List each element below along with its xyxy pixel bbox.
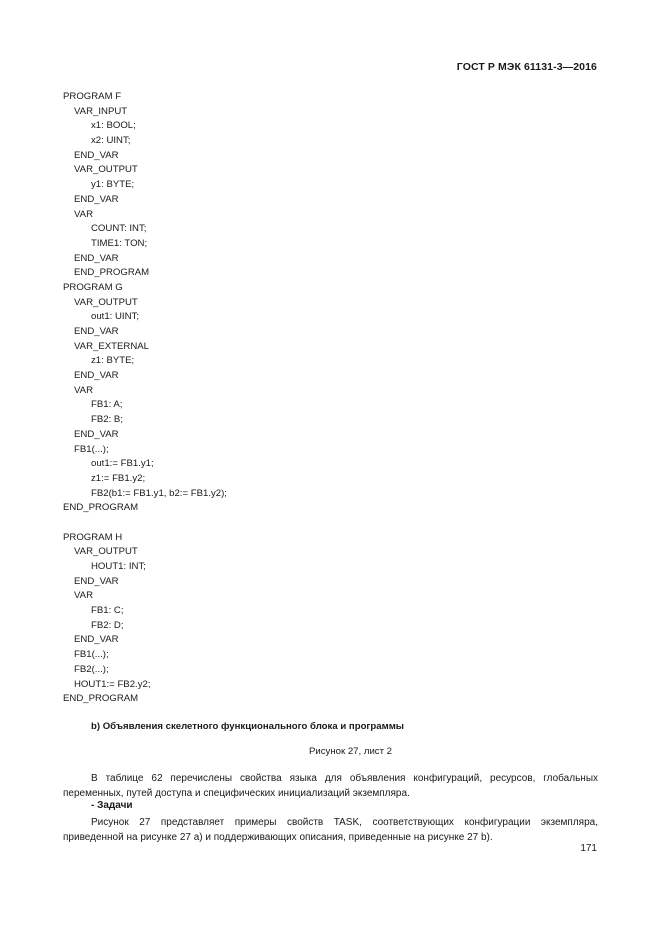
code-line: VAR_INPUT [74,105,128,117]
code-line: END_PROGRAM [63,502,139,514]
code-line: HOUT1: INT; [91,561,146,572]
code-line: HOUT1:= FB2.y2; [74,678,151,690]
code-line: z1: BYTE; [91,355,135,367]
section-bullet: - Задачи [91,800,133,811]
code-line: PROGRAM F [63,91,122,102]
code-line: VAR [74,208,94,220]
body-paragraph: В таблице 62 перечислены свойства языка для объявления конфигураций, ресурсов, глобальных переменных, путей доступа и специфических инициализаций экземпляра. [63,773,598,799]
code-line: TIME1: TON; [91,237,148,249]
code-line: FB1: C; [91,605,124,617]
page-number: 171 [580,843,597,854]
code-line: END_VAR [74,370,119,382]
code-line: PROGRAM H [63,531,123,543]
code-line: VAR_OUTPUT [74,164,138,176]
document-header: ГОСТ Р МЭК 61131-3—2016 [456,61,597,73]
code-line: END_PROGRAM [63,693,139,705]
code-line: END_VAR [74,428,119,440]
code-line: VAR_EXTERNAL [74,340,149,352]
code-line: END_VAR [74,252,119,264]
code-line: VAR_OUTPUT [74,296,138,308]
code-line: FB2(...); [74,663,109,675]
code-line: FB1(...); [74,443,109,455]
code-line: FB2: D; [91,619,124,631]
code-line: y1: BYTE; [91,179,135,191]
code-line: z1:= FB1.y2; [91,472,146,484]
code-line: END_VAR [74,149,119,161]
code-line: VAR [74,590,94,602]
code-line [63,516,227,531]
code-line: VAR [74,384,94,396]
code-line: VAR_OUTPUT [74,546,138,558]
code-line: out1: UINT; [91,311,139,323]
code-line: END_VAR [74,193,119,205]
code-line: FB1(...); [74,649,109,661]
code-line: x2: UINT; [91,135,131,147]
subfigure-caption: b) Объявления скелетного функционального блока и программы [91,721,405,732]
code-line: END_PROGRAM [74,267,150,279]
code-line: PROGRAM G [63,281,123,293]
code-listing [63,90,227,707]
code-line: COUNT: INT; [91,223,147,235]
code-line: END_VAR [74,575,119,587]
code-line: out1:= FB1.y1; [91,458,154,470]
code-line: END_VAR [74,634,119,646]
figure-caption: Рисунок 27, лист 2 [309,746,392,757]
body-paragraph: Рисунок 27 представляет примеры свойств TASK, соответствующих конфигурации экземпляра, приведенной на рисунке 27 a) и поддерживающих описания, приведенные на рисунке 27 b). [63,817,598,843]
code-line: FB1: A; [91,399,123,411]
code-line: END_VAR [74,326,119,337]
code-line: x1: BOOL; [91,120,136,132]
code-line: FB2: B; [91,414,123,426]
code-line: FB2(b1:= FB1.y1, b2:= FB1.y2); [91,487,227,499]
